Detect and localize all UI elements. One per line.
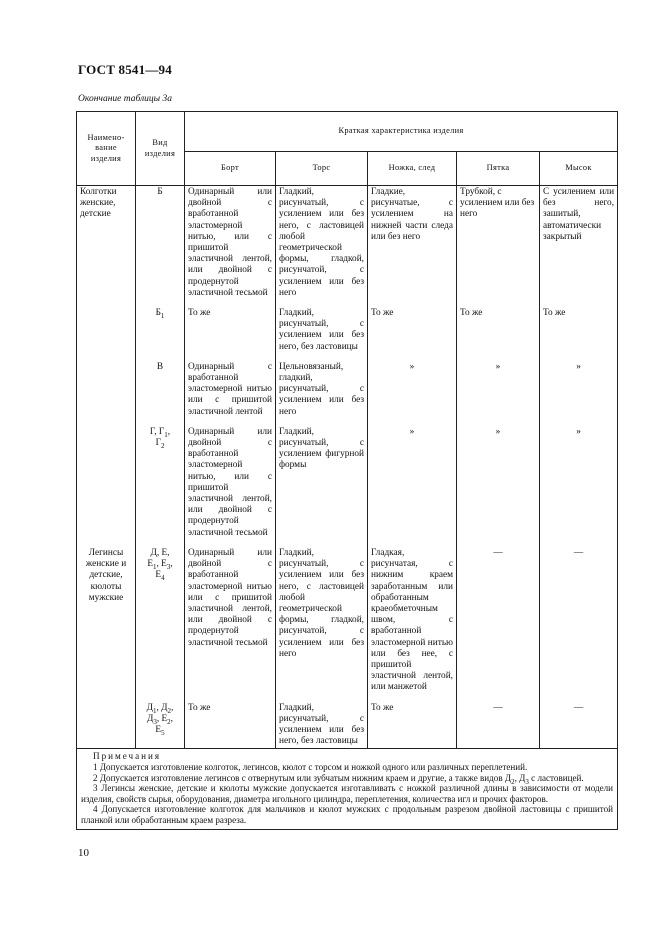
cell-pyatka: »	[457, 419, 540, 540]
cell-nozhka: То же	[368, 300, 457, 354]
notes-title: Примечания	[93, 751, 162, 762]
document-header: ГОСТ 8541—94	[78, 62, 172, 77]
cell-bort: Одинарный или двойной с вработанной эластомерной нитью, или с пришитой эластичной лентой, или двойной с продернутой эластичной тесьмой	[185, 186, 276, 301]
notes-row	[77, 749, 618, 829]
cell-type: Б	[136, 186, 185, 301]
header-pyatka: Пятка	[457, 152, 540, 186]
cell-mysok: То же	[540, 300, 618, 354]
cell-tors: Гладкий, рисунчатый, с усилением или без него, без ластовицы	[276, 300, 368, 354]
cell-bort: То же	[185, 300, 276, 354]
cell-type: $Б_1$	[136, 300, 185, 354]
cell-tors: Гладкий, рисунчатый, с усилением фигурной формы	[276, 419, 368, 540]
cell-bort: Одинарный с вработанной эластомерной нитью или с пришитой эластичной лентой	[185, 354, 276, 419]
note-item: 2 Допускается изготовление легинсов с отвернутым или зубчатым нижним краем и другие, а также видов $Д_2$, $Д_3$ с ластовицей.	[93, 772, 584, 786]
cell-pyatka: То же	[457, 300, 540, 354]
cell-nozhka: Гладкие, рисунчатые, с усилением на нижней части следа или без него	[368, 186, 457, 301]
header-bort: Борт	[185, 152, 276, 186]
notes-block	[77, 749, 618, 829]
cell-name	[77, 354, 136, 419]
cell-type: Д, Е, $Е_1$, $Е_3$, $Е_4$	[136, 540, 185, 695]
table-row	[77, 300, 618, 354]
cell-pyatka: —	[457, 540, 540, 695]
cell-pyatka: »	[457, 354, 540, 419]
header-nozhka: Ножка, след	[368, 152, 457, 186]
cell-type: $Д_1$, $Д_2$, $Д_3$, $Е_2$, $Е_5$	[136, 695, 185, 749]
cell-type: Г, $Г_1$, $Г_2$	[136, 419, 185, 540]
cell-name: Легинсы женские и детские, кюлоты мужские	[77, 540, 136, 695]
cell-pyatka: —	[457, 695, 540, 749]
cell-tors: Гладкий, рисунчатый, с усилением или без него, с ластовицей любой геометрической формы, гладкой, рисунчатой, с усилением или без него	[276, 186, 368, 301]
cell-mysok: —	[540, 695, 618, 749]
cell-type: В	[136, 354, 185, 419]
cell-name	[77, 695, 136, 749]
cell-mysok: —	[540, 540, 618, 695]
table-row	[77, 354, 618, 419]
note-item: 1 Допускается изготовление колготок, легинсов, кюлот с торсом и ножкой одного или различных переплетений.	[93, 761, 528, 772]
header-mysok: Мысок	[540, 152, 618, 186]
cell-nozhka: »	[368, 354, 457, 419]
header-characteristics: Краткая характеристика изделия	[185, 112, 618, 152]
cell-tors: Цельновязаный, гладкий, рисунчатый, с усилением или без него	[276, 354, 368, 419]
table-row	[77, 186, 618, 301]
cell-bort: Одинарный или двойной с вработанной эластомерной нитью или с пришитой эластичной лентой, или двойной с продернутой эластичной тесьмой	[185, 540, 276, 695]
cell-nozhka: То же	[368, 695, 457, 749]
cell-mysok: С усилением или без него, зашитый, автоматически закрытый	[540, 186, 618, 301]
cell-pyatka: Трубкой, с усилением или без него	[457, 186, 540, 301]
cell-name	[77, 419, 136, 540]
cell-mysok: »	[540, 419, 618, 540]
table-row	[77, 419, 618, 540]
cell-name	[77, 300, 136, 354]
cell-nozhka: Гладкая, рисунчатая, с нижним краем заработанным или обработанным краеобметочным швом, с вработанной эластомерной нитью или без нее, с пришитой эластичной лентой, или манжетой	[368, 540, 457, 695]
cell-mysok: »	[540, 354, 618, 419]
cell-nozhka: »	[368, 419, 457, 540]
note-item: 3 Легинсы женские, детские и кюлоты мужские допускается изготавливать с ножкой различной длины в зависимости от модели изделия, свойств сырья, оборудования, диаметра игольного цилиндра, переплетения, количества игл и прочих факторов.	[81, 783, 614, 804]
table-row	[77, 540, 618, 695]
header-tors: Торс	[276, 152, 368, 186]
cell-bort: Одинарный или двойной с вработанной эластомерной нитью, или с пришитой эластичной лентой, или двойной с продернутой эластичной тесьмой	[185, 419, 276, 540]
cell-tors: Гладкий, рисунчатый, с усилением или без него, с ластовицей любой геометрической формы, гладкой, рисунчатой, с усилением или без него	[276, 540, 368, 695]
page-number: 10	[78, 847, 89, 859]
product-characteristics-table	[76, 111, 618, 830]
table-continuation-caption: Окончание таблицы 3а	[78, 94, 172, 104]
cell-name: Колготки женские, детские	[77, 186, 136, 301]
cell-tors: Гладкий, рисунчатый, с усилением или без него, без ластовицы	[276, 695, 368, 749]
header-product-type: Вид изделия	[136, 112, 185, 186]
header-product-name: Наимено-вание изделия	[77, 112, 136, 186]
cell-bort: То же	[185, 695, 276, 749]
note-item: 4 Допускается изготовление колготок для мальчиков и кюлот мужских с продольным разрезом двойной ластовицы с пришитой планкой или обработанным краем разреза.	[81, 804, 614, 825]
table-row	[77, 695, 618, 749]
